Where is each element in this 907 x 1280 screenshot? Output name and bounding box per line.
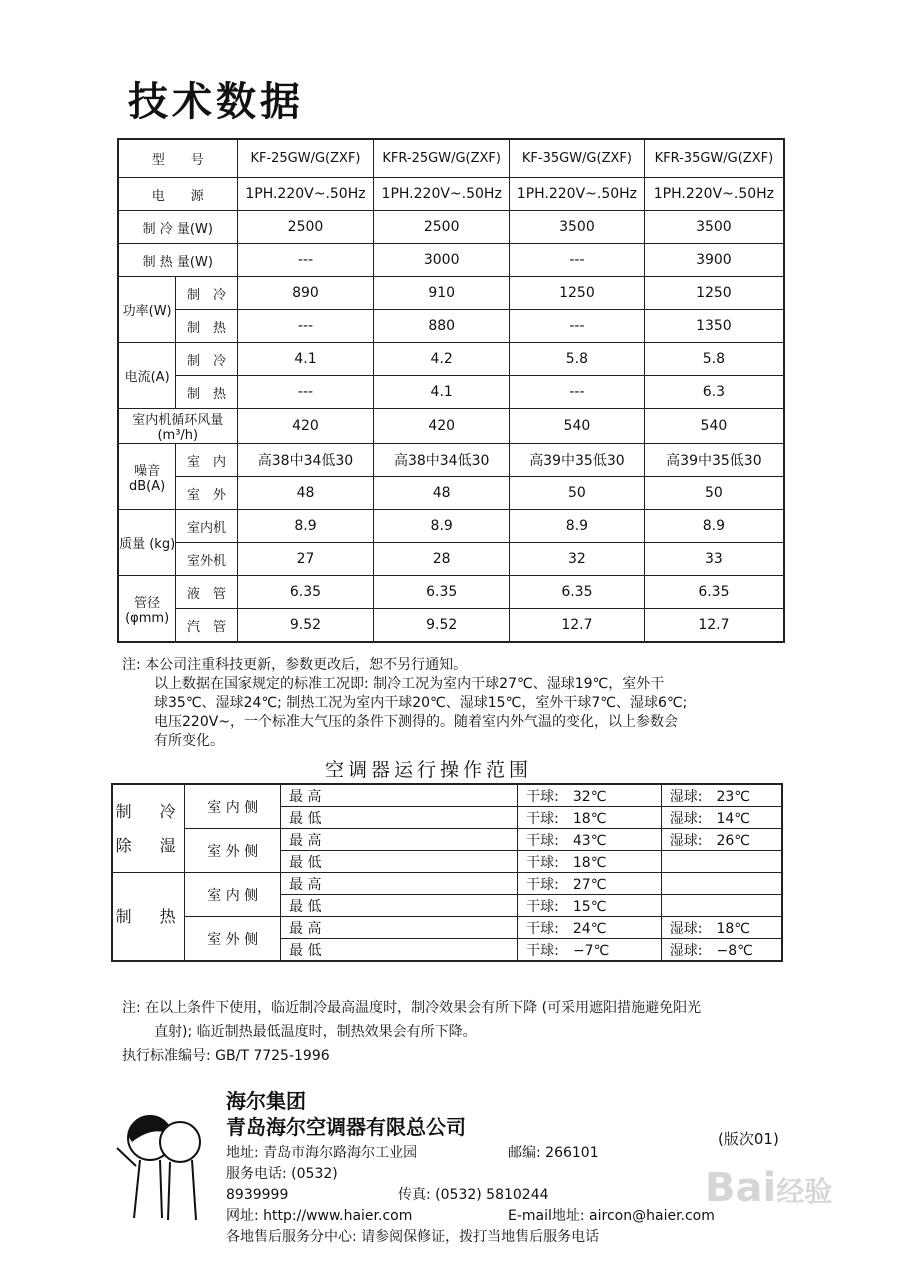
dry-bulb: 干球: 32℃ [518,784,662,807]
cell-value: 8.9 [644,510,784,543]
level: 最 低 [281,939,518,962]
model-header: KFR-25GW/G(ZXF) [374,139,510,178]
cell-value: 9.52 [237,609,374,643]
cell-value: 50 [644,477,784,510]
side-label: 室 外 侧 [185,917,281,962]
sub-label: 室 外 [176,477,237,510]
cell-value: 12.7 [510,609,645,643]
cell-value: 910 [374,277,510,310]
cell-value: 12.7 [644,609,784,643]
cell-value: 48 [374,477,510,510]
operating-range-table [111,783,783,962]
level: 最 高 [281,917,518,939]
cell-value: 420 [237,409,374,444]
airflow-row [118,409,784,444]
dry-bulb: 干球: 18℃ [518,851,662,873]
spec-table [117,138,785,643]
edition: (版次01) [718,1130,779,1148]
row-label: 管径(φmm) [118,576,176,643]
row-label: 噪音 dB(A) [118,444,176,510]
cell-value: 8.9 [510,510,645,543]
cell-value: 高38中34低30 [237,444,374,477]
cell-value: 33 [644,543,784,576]
cell-value: 4.2 [374,343,510,376]
level: 最 低 [281,895,518,917]
side-label: 室 内 侧 [185,784,281,829]
cell-value: 1PH.220V~.50Hz [644,178,784,211]
cell-value: --- [510,244,645,277]
current-row [118,343,784,376]
cell-value: 4.1 [374,376,510,409]
dry-bulb: 干球: 24℃ [518,917,662,939]
sub-label: 室内机 [176,510,237,543]
cell-value: 5.8 [510,343,645,376]
weight-row [118,543,784,576]
cell-value: 1350 [644,310,784,343]
mode-heating: 制 热 [112,873,185,962]
cell-value: 6.3 [644,376,784,409]
range-row [112,917,782,939]
pipe-row [118,609,784,643]
sub-label: 室外机 [176,543,237,576]
cell-value: 48 [237,477,374,510]
cell-value: --- [237,310,374,343]
sub-label: 制 冷 [176,277,237,310]
model-header: KFR-35GW/G(ZXF) [644,139,784,178]
row-label: 室内机循环风量(m³/h) [118,409,237,444]
current-row [118,376,784,409]
company-contacts: 地址: 青岛市海尔路海尔工业园 邮编: 266101 服务电话: (0532) 8939999 传真: (0532) 5810244 网址: http://www.haier.com E-mail地址: aircon@haier.com 各地售后服务分中心: 请参阅保修证，拨打当地售后服务电话 [226,1145,715,1245]
cell-value: 32 [510,543,645,576]
cell-value: 540 [644,409,784,444]
cell-value: 高39中35低30 [510,444,645,477]
watermark: Bai经验 [705,1165,833,1211]
page-title: 技术数据 [128,79,304,125]
model-header: KF-25GW/G(ZXF) [237,139,374,178]
side-label: 室 外 侧 [185,829,281,873]
dry-bulb: 干球: 15℃ [518,895,662,917]
level: 最 低 [281,851,518,873]
noise-row [118,444,784,477]
wet-bulb: 湿球: 14℃ [661,807,782,829]
row-label: 电流(A) [118,343,176,409]
cell-value: 高39中35低30 [644,444,784,477]
level: 最 低 [281,807,518,829]
range-row [112,873,782,895]
dry-bulb: 干球: 18℃ [518,807,662,829]
company-group: 海尔集团 [226,1089,306,1113]
model-label: 型 号 [118,139,237,178]
cell-value: 3500 [644,211,784,244]
power_source-row [118,178,784,211]
company-name: 青岛海尔空调器有限总公司 [226,1115,466,1139]
cell-value: --- [510,310,645,343]
sub-label: 汽 管 [176,609,237,643]
cell-value: 9.52 [374,609,510,643]
wet-bulb: 湿球: 26℃ [661,829,782,851]
level: 最 高 [281,873,518,895]
cell-value: 1250 [510,277,645,310]
cell-value: 890 [237,277,374,310]
row-label: 质量 (kg) [118,510,176,576]
wet-bulb [661,873,782,895]
dry-bulb: 干球: −7℃ [518,939,662,962]
cell-value: 1250 [644,277,784,310]
cell-value: 540 [510,409,645,444]
cell-value: 2500 [237,211,374,244]
wet-bulb [661,851,782,873]
cell-value: 50 [510,477,645,510]
cell-value: --- [510,376,645,409]
row-label: 功率(W) [118,277,176,343]
cell-value: 高38中34低30 [374,444,510,477]
cell-value: 1PH.220V~.50Hz [374,178,510,211]
note-2: 注: 在以上条件下使用，临近制冷最高温度时，制冷效果会有所下降 (可采用遮阳措施避免阳光 直射); 临近制热最低温度时，制热效果会有所下降。 执行标准编号: GB/T 7725-1996 [122,996,701,1068]
standard-number: 执行标准编号: GB/T 7725-1996 [122,1048,330,1064]
mascot-illustration [112,1108,212,1228]
wet-bulb: 湿球: −8℃ [661,939,782,962]
sub-label: 制 冷 [176,343,237,376]
cell-value: 27 [237,543,374,576]
cell-value: 6.35 [644,576,784,609]
cell-value: 6.35 [374,576,510,609]
header-row [118,139,784,178]
wet-bulb [661,895,782,917]
cell-value: 880 [374,310,510,343]
sub-label: 液 管 [176,576,237,609]
cell-value: 8.9 [374,510,510,543]
cell-value: 420 [374,409,510,444]
cell-value: --- [237,376,374,409]
range-row [112,784,782,807]
cell-value: 3900 [644,244,784,277]
cell-value: --- [237,244,374,277]
pipe-row [118,576,784,609]
sub-label: 制 热 [176,310,237,343]
cooling-row [118,211,784,244]
cell-value: 1PH.220V~.50Hz [237,178,374,211]
wet-bulb: 湿球: 18℃ [661,917,782,939]
row-label: 制 冷 量(W) [118,211,237,244]
cell-value: 6.35 [510,576,645,609]
level: 最 高 [281,829,518,851]
cell-value: 6.35 [237,576,374,609]
row-label: 制 热 量(W) [118,244,237,277]
cell-value: 2500 [374,211,510,244]
cell-value: 3500 [510,211,645,244]
mode-cooling-dehumidify: 制 冷 除 湿 [112,784,185,873]
row-label: 电 源 [118,178,237,211]
level: 最 高 [281,784,518,807]
weight-row [118,510,784,543]
range-row [112,829,782,851]
wet-bulb: 湿球: 23℃ [661,784,782,807]
power-row [118,310,784,343]
noise-row [118,477,784,510]
cell-value: 1PH.220V~.50Hz [510,178,645,211]
sub-label: 制 热 [176,376,237,409]
cell-value: 4.1 [237,343,374,376]
side-label: 室 内 侧 [185,873,281,917]
dry-bulb: 干球: 43℃ [518,829,662,851]
cell-value: 28 [374,543,510,576]
dry-bulb: 干球: 27℃ [518,873,662,895]
model-header: KF-35GW/G(ZXF) [510,139,645,178]
cell-value: 8.9 [237,510,374,543]
heating-row [118,244,784,277]
cell-value: 5.8 [644,343,784,376]
cell-value: 3000 [374,244,510,277]
range-title: 空调器运行操作范围 [325,759,533,781]
power-row [118,277,784,310]
note-1: 注: 本公司注重科技更新，参数更改后，恕不另行通知。 以上数据在国家规定的标准工况即: 制冷工况为室内干球27℃、湿球19℃，室外干 球35℃、湿球24℃; 制热工况为室内干球20℃、湿球15℃，室外干球7℃、湿球6℃; 电压220V~，一个标准大气压的条件下测得的。随着室内外气温的变化，以上参数会 有所变化。 [122,657,688,749]
sub-label: 室 内 [176,444,237,477]
